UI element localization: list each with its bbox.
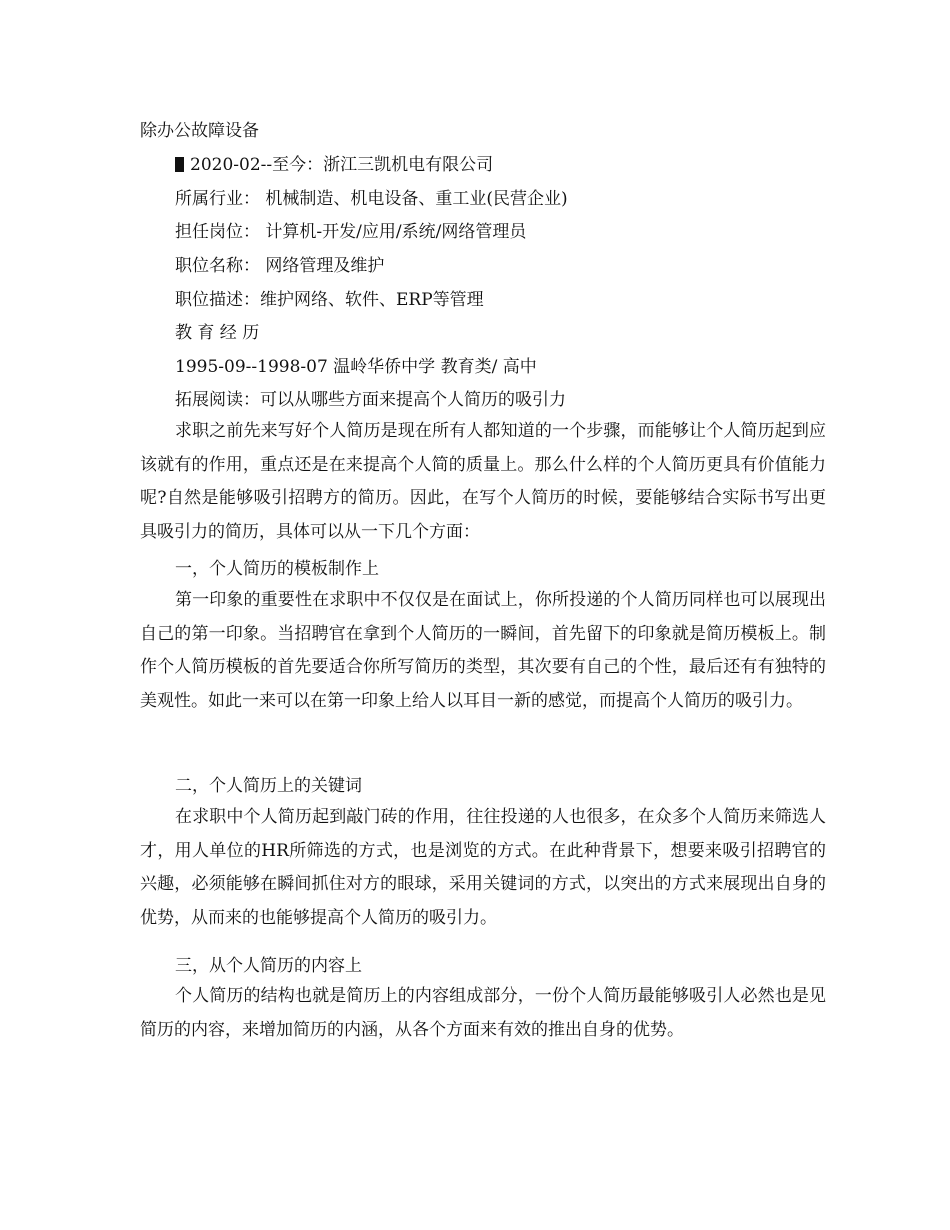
section-heading-content: 三，从个人简历的内容上	[175, 956, 362, 976]
work-entry-title: 2020-02--至今：浙江三凯机电有限公司	[190, 155, 494, 175]
section-heading-template: 一，个人简历的模板制作上	[175, 559, 379, 579]
section-heading-keywords: 二，个人简历上的关键词	[175, 776, 362, 796]
square-bullet-icon	[175, 157, 184, 172]
paragraph-keywords: 在求职中个人简历起到敲门砖的作用，往往投递的人也很多，在众多个人简历来筛选人才，用人单位的HR所筛选的方式，也是浏览的方式。在此种背景下，想要来吸引招聘官的兴趣，必须能够在瞬间抓住对方的眼球，采用关键词的方式，以突出的方式来展现出自身的优势，从而来的也能够提高个人简历的吸引力。	[140, 807, 826, 928]
job-description-line: 职位描述：维护网络、软件、ERP等管理	[175, 290, 484, 310]
paragraph-content: 个人简历的结构也就是简历上的内容组成部分，一份个人简历最能够吸引人必然也是见简历的内容，来增加简历的内涵，从各个方面来有效的推出自身的优势。	[140, 986, 826, 1040]
education-heading: 教 育 经 历	[175, 323, 260, 343]
industry-line: 所属行业： 机械制造、机电设备、重工业(民营企业)	[175, 189, 568, 209]
extended-reading-title: 拓展阅读：可以从哪些方面来提高个人简历的吸引力	[175, 390, 566, 410]
education-entry: 1995-09--1998-07 温岭华侨中学 教育类/ 高中	[175, 357, 537, 377]
position-line: 担任岗位： 计算机-开发/应用/系统/网络管理员	[175, 222, 527, 242]
job-title-line: 职位名称： 网络管理及维护	[175, 256, 385, 276]
text-line-office-equipment: 除办公故障设备	[140, 121, 259, 141]
paragraph-intro: 求职之前先来写好个人简历是现在所有人都知道的一个步骤，而能够让个人简历起到应该就有的作用，重点还是在来提高个人简的质量上。那么什么样的个人简历更具有价值能力呢?自然是能够吸引招聘方的简历。因此，在写个人简历的时候，要能够结合实际书写出更具吸引力的简历，具体可以从一下几个方面：	[140, 421, 826, 542]
paragraph-template: 第一印象的重要性在求职中不仅仅是在面试上，你所投递的个人简历同样也可以展现出自己的第一印象。当招聘官在拿到个人简历的一瞬间，首先留下的印象就是简历模板上。制作个人简历模板的首先要适合你所写简历的类型，其次要有自己的个性，最后还有有独特的美观性。如此一来可以在第一印象上给人以耳目一新的感觉，而提高个人简历的吸引力。	[140, 590, 826, 711]
work-entry-heading	[175, 155, 493, 175]
